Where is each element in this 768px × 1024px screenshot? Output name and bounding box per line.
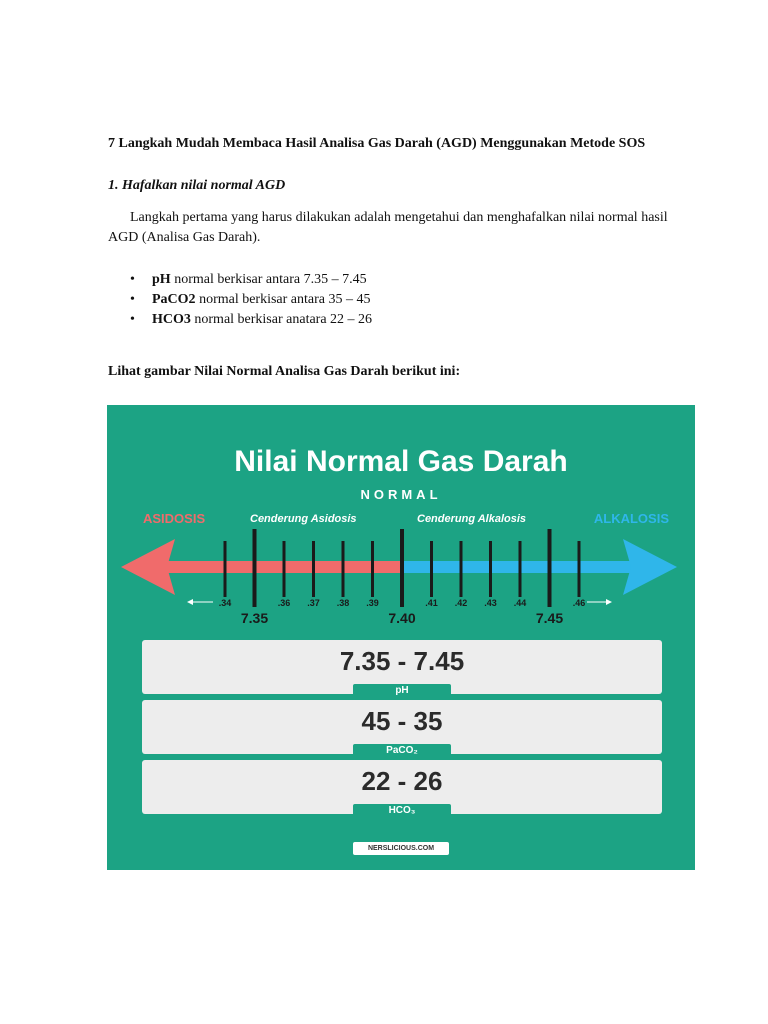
tick-mark	[342, 541, 345, 597]
cenderung-alkalosis-label: Cenderung Alkalosis	[417, 513, 527, 525]
cenderung-asidosis-label: Cenderung Asidosis	[250, 513, 357, 525]
hco3-range-value: 22 - 26	[361, 766, 443, 796]
blood-gas-infographic	[107, 405, 695, 870]
hco3-range-tag: HCO₃	[353, 804, 451, 818]
tick-label: 7.40	[388, 610, 416, 625]
ph-range-value: 7.35 - 7.45	[339, 646, 465, 676]
intro-paragraph: Langkah pertama yang harus dilakukan adalah mengetahui dan menghafalkan nilai normal hasil AGD (Analisa Gas Darah).	[108, 210, 668, 245]
scale-ticks	[219, 529, 586, 625]
tick-mark	[519, 541, 522, 597]
image-caption: Lihat gambar Nilai Normal Analisa Gas Darah berikut ini:	[108, 364, 461, 379]
tick-mark	[548, 529, 552, 607]
paco2-range-box	[142, 700, 662, 754]
ph-scale	[107, 525, 695, 625]
infographic-title: Nilai Normal Gas Darah	[234, 445, 568, 478]
tick-mark	[283, 541, 286, 597]
left-direction-arrow-icon	[187, 599, 193, 605]
bullet-icon: •	[130, 312, 135, 327]
tick-mark	[371, 541, 374, 597]
tick-mark	[578, 541, 581, 597]
tick-mark	[312, 541, 315, 597]
hco3-range-box	[142, 760, 662, 814]
tick-label: 7.45	[535, 610, 564, 625]
alkaline-arrow-head	[623, 539, 677, 595]
tick-mark	[400, 529, 404, 607]
right-direction-arrow-icon	[606, 599, 612, 605]
list-item-text: normal berkisar antara 35 – 45	[195, 292, 371, 307]
bullet-icon: •	[130, 272, 135, 287]
tick-label: .44	[513, 598, 527, 608]
document-title: 7 Langkah Mudah Membaca Hasil Analisa Gas Darah (AGD) Menggunakan Metode SOS	[108, 136, 646, 151]
normal-label: NORMAL	[360, 487, 442, 502]
tick-mark	[253, 529, 257, 607]
tick-label: .43	[484, 598, 497, 608]
tick-label: .46	[572, 598, 586, 608]
list-item-text: normal berkisar anatara 22 – 26	[190, 312, 373, 327]
tick-label: 7.35	[240, 610, 269, 625]
list-item-term: pH	[152, 272, 171, 287]
normal-values-list	[108, 270, 372, 330]
list-item	[108, 270, 372, 290]
ph-range-box	[142, 640, 662, 694]
tick-mark	[224, 541, 227, 597]
section-heading: 1. Hafalkan nilai normal AGD	[108, 178, 286, 193]
tick-mark	[430, 541, 433, 597]
tick-label: .41	[425, 598, 438, 608]
list-item	[108, 310, 372, 330]
asidosis-label: ASIDOSIS	[143, 511, 206, 526]
tick-label: .39	[366, 598, 379, 608]
tick-mark	[489, 541, 492, 597]
paco2-range-tag: PaCO₂	[353, 744, 451, 758]
tick-mark	[460, 541, 463, 597]
tick-label: .42	[454, 598, 468, 608]
tick-label: .36	[277, 598, 291, 608]
ph-range-tag: pH	[353, 684, 451, 698]
tick-label: .37	[307, 598, 320, 608]
list-item-text: normal berkisar antara 7.35 – 7.45	[170, 272, 367, 287]
list-item-term: HCO3	[152, 312, 191, 327]
bullet-icon: •	[130, 292, 135, 307]
alkalosis-label: ALKALOSIS	[593, 511, 669, 526]
list-item	[108, 290, 372, 310]
tick-label: .38	[336, 598, 350, 608]
list-item-term: PaCO2	[152, 292, 196, 307]
source-footer: NERSLICIOUS.COM	[353, 842, 449, 855]
paco2-range-value: 45 - 35	[361, 706, 443, 736]
tick-label: .34	[218, 598, 232, 608]
